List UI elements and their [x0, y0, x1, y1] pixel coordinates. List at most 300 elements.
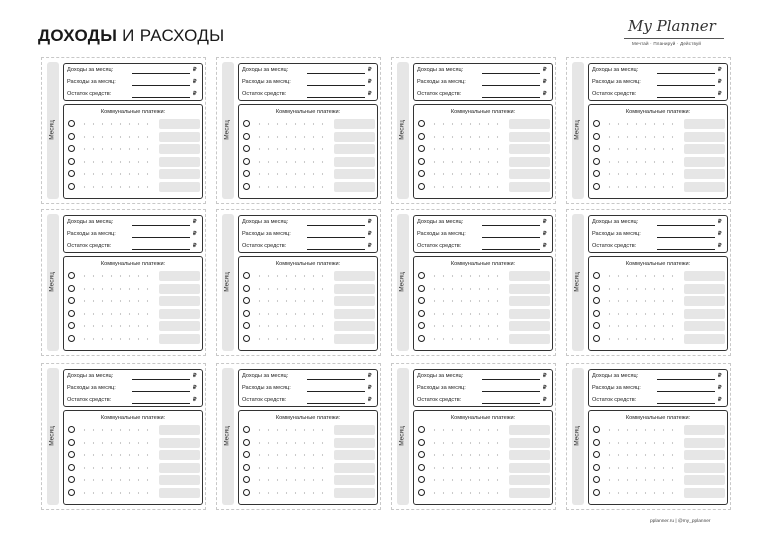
bill-checkbox[interactable] — [68, 451, 75, 458]
utility-bills-box — [63, 104, 203, 199]
bill-row — [593, 119, 725, 129]
income-label: Доходы за месяц: — [592, 67, 639, 73]
bill-amount-field[interactable] — [334, 132, 375, 142]
bill-amount-field[interactable] — [159, 271, 200, 281]
bill-checkbox[interactable] — [593, 285, 600, 292]
bill-checkbox[interactable] — [593, 297, 600, 304]
bill-amount-field[interactable] — [159, 119, 200, 129]
bill-amount-field[interactable] — [334, 475, 375, 485]
income-row — [417, 218, 551, 227]
bill-checkbox[interactable] — [68, 297, 75, 304]
bill-checkbox[interactable] — [593, 170, 600, 177]
currency-sign: ₽ — [543, 373, 547, 379]
bill-checkbox[interactable] — [68, 285, 75, 292]
bill-amount-field[interactable] — [334, 309, 375, 319]
bill-dotted-line — [80, 148, 155, 150]
bill-checkbox[interactable] — [243, 426, 250, 433]
bill-amount-field[interactable] — [684, 463, 725, 473]
month-label: Месяц — [573, 272, 581, 292]
bill-amount-field[interactable] — [334, 321, 375, 331]
bill-row — [593, 425, 725, 435]
currency-sign: ₽ — [193, 373, 197, 379]
bill-checkbox[interactable] — [593, 183, 600, 190]
summary-box — [238, 369, 378, 407]
summary-box — [238, 215, 378, 253]
bill-checkbox[interactable] — [68, 272, 75, 279]
bill-checkbox[interactable] — [418, 489, 425, 496]
income-input-line[interactable] — [482, 73, 540, 74]
bill-row — [593, 309, 725, 319]
bill-amount-field[interactable] — [334, 157, 375, 167]
bill-checkbox[interactable] — [418, 297, 425, 304]
bill-row — [418, 475, 550, 485]
bill-amount-field[interactable] — [334, 271, 375, 281]
bill-checkbox[interactable] — [68, 145, 75, 152]
expenses-label: Расходы за месяц: — [67, 385, 116, 391]
bill-checkbox[interactable] — [68, 489, 75, 496]
bill-row — [593, 334, 725, 344]
bill-checkbox[interactable] — [593, 489, 600, 496]
utility-bills-title: Коммунальные платежи: — [450, 261, 516, 267]
expenses-input-line[interactable] — [482, 237, 540, 238]
bill-checkbox[interactable] — [418, 120, 425, 127]
bill-amount-field[interactable] — [509, 157, 550, 167]
balance-label: Остаток средств: — [242, 91, 287, 97]
bill-amount-field[interactable] — [684, 271, 725, 281]
bill-checkbox[interactable] — [243, 310, 250, 317]
bill-checkbox[interactable] — [418, 464, 425, 471]
income-input-line[interactable] — [132, 225, 190, 226]
bill-checkbox[interactable] — [68, 476, 75, 483]
bill-row — [68, 438, 200, 448]
bill-amount-field[interactable] — [159, 157, 200, 167]
balance-input-line[interactable] — [132, 249, 190, 250]
bill-checkbox[interactable] — [593, 145, 600, 152]
summary-box — [588, 369, 728, 407]
bill-checkbox[interactable] — [243, 285, 250, 292]
bill-row — [243, 321, 375, 331]
bill-dotted-line — [430, 492, 505, 494]
bill-amount-field[interactable] — [684, 475, 725, 485]
bill-row — [418, 169, 550, 179]
bill-checkbox[interactable] — [68, 335, 75, 342]
income-input-line[interactable] — [307, 73, 365, 74]
bill-amount-field[interactable] — [334, 425, 375, 435]
bill-checkbox[interactable] — [593, 439, 600, 446]
income-label: Доходы за месяц: — [592, 219, 639, 225]
month-label: Месяц — [48, 120, 56, 140]
bill-dotted-line — [80, 186, 155, 188]
balance-input-line[interactable] — [657, 97, 715, 98]
currency-sign: ₽ — [718, 219, 722, 225]
bill-checkbox[interactable] — [418, 451, 425, 458]
bill-amount-field[interactable] — [684, 425, 725, 435]
bill-amount-field[interactable] — [334, 284, 375, 294]
bill-amount-field[interactable] — [159, 450, 200, 460]
bill-checkbox[interactable] — [243, 476, 250, 483]
bill-amount-field[interactable] — [509, 144, 550, 154]
bill-checkbox[interactable] — [418, 145, 425, 152]
balance-input-line[interactable] — [482, 403, 540, 404]
bill-amount-field[interactable] — [334, 488, 375, 498]
bill-checkbox[interactable] — [68, 464, 75, 471]
month-card — [216, 209, 381, 356]
bill-dotted-line — [430, 454, 505, 456]
bill-checkbox[interactable] — [593, 426, 600, 433]
balance-input-line[interactable] — [657, 403, 715, 404]
bill-amount-field[interactable] — [684, 296, 725, 306]
bill-amount-field[interactable] — [509, 463, 550, 473]
income-input-line[interactable] — [307, 225, 365, 226]
bill-checkbox[interactable] — [418, 322, 425, 329]
bill-checkbox[interactable] — [68, 158, 75, 165]
bill-amount-field[interactable] — [684, 488, 725, 498]
bill-amount-field[interactable] — [684, 284, 725, 294]
month-label: Месяц — [223, 426, 231, 446]
bill-checkbox[interactable] — [593, 133, 600, 140]
page-title-bold: ДОХОДЫ — [38, 26, 118, 45]
bill-dotted-line — [605, 325, 680, 327]
currency-sign: ₽ — [718, 385, 722, 391]
bill-amount-field[interactable] — [159, 475, 200, 485]
expenses-input-line[interactable] — [307, 237, 365, 238]
balance-input-line[interactable] — [132, 97, 190, 98]
bill-dotted-line — [430, 275, 505, 277]
month-label: Месяц — [398, 272, 406, 292]
utility-bills-title: Коммунальные платежи: — [100, 415, 166, 421]
bill-row — [243, 284, 375, 294]
bill-checkbox[interactable] — [593, 272, 600, 279]
bill-dotted-line — [255, 467, 330, 469]
expenses-input-line[interactable] — [132, 237, 190, 238]
bill-checkbox[interactable] — [243, 297, 250, 304]
bill-amount-field[interactable] — [509, 334, 550, 344]
expenses-input-line[interactable] — [307, 85, 365, 86]
footer-credits: pplanner.ru | @my_pplanner — [650, 519, 711, 524]
bill-dotted-line — [80, 338, 155, 340]
income-row — [67, 372, 201, 381]
currency-sign: ₽ — [368, 91, 372, 97]
bill-amount-field[interactable] — [509, 425, 550, 435]
bill-checkbox[interactable] — [68, 322, 75, 329]
bill-dotted-line — [430, 313, 505, 315]
balance-input-line[interactable] — [307, 249, 365, 250]
bill-checkbox[interactable] — [243, 272, 250, 279]
bill-amount-field[interactable] — [509, 271, 550, 281]
bill-checkbox[interactable] — [243, 322, 250, 329]
currency-sign: ₽ — [368, 397, 372, 403]
balance-input-line[interactable] — [307, 97, 365, 98]
bill-amount-field[interactable] — [334, 438, 375, 448]
bill-checkbox[interactable] — [243, 158, 250, 165]
expenses-label: Расходы за месяц: — [417, 79, 466, 85]
bill-dotted-line — [255, 275, 330, 277]
bill-row — [418, 182, 550, 192]
bill-checkbox[interactable] — [243, 489, 250, 496]
bill-checkbox[interactable] — [593, 464, 600, 471]
balance-input-line[interactable] — [482, 97, 540, 98]
bill-row — [243, 119, 375, 129]
bill-dotted-line — [255, 123, 330, 125]
utility-bills-title: Коммунальные платежи: — [625, 109, 691, 115]
bill-dotted-line — [430, 429, 505, 431]
income-input-line[interactable] — [482, 379, 540, 380]
bill-amount-field[interactable] — [159, 438, 200, 448]
income-input-line[interactable] — [307, 379, 365, 380]
bill-row — [593, 157, 725, 167]
bill-dotted-line — [605, 479, 680, 481]
bill-row — [243, 271, 375, 281]
bill-amount-field[interactable] — [334, 450, 375, 460]
expenses-row — [417, 384, 551, 393]
logo-tagline: Мечтай · Планируй · Действуй — [632, 41, 702, 46]
bill-amount-field[interactable] — [334, 334, 375, 344]
bill-checkbox[interactable] — [418, 183, 425, 190]
expenses-input-line[interactable] — [657, 85, 715, 86]
bill-amount-field[interactable] — [159, 169, 200, 179]
bill-amount-field[interactable] — [509, 438, 550, 448]
utility-bills-title: Коммунальные платежи: — [275, 109, 341, 115]
bill-amount-field[interactable] — [509, 488, 550, 498]
income-label: Доходы за месяц: — [67, 373, 114, 379]
bill-dotted-line — [605, 454, 680, 456]
bill-amount-field[interactable] — [159, 425, 200, 435]
bill-dotted-line — [255, 429, 330, 431]
bill-dotted-line — [80, 313, 155, 315]
bill-amount-field[interactable] — [684, 450, 725, 460]
income-row — [417, 66, 551, 75]
bill-checkbox[interactable] — [593, 451, 600, 458]
income-input-line[interactable] — [657, 73, 715, 74]
page-title-rest: И РАСХОДЫ — [122, 26, 225, 45]
bill-amount-field[interactable] — [509, 296, 550, 306]
bill-checkbox[interactable] — [418, 272, 425, 279]
balance-input-line[interactable] — [307, 403, 365, 404]
bill-amount-field[interactable] — [334, 296, 375, 306]
bill-row — [68, 144, 200, 154]
bill-amount-field[interactable] — [159, 488, 200, 498]
bill-checkbox[interactable] — [593, 322, 600, 329]
bill-checkbox[interactable] — [418, 426, 425, 433]
bill-checkbox[interactable] — [243, 464, 250, 471]
income-input-line[interactable] — [132, 73, 190, 74]
bill-checkbox[interactable] — [418, 476, 425, 483]
income-input-line[interactable] — [657, 379, 715, 380]
bill-amount-field[interactable] — [684, 182, 725, 192]
bill-checkbox[interactable] — [418, 170, 425, 177]
bill-amount-field[interactable] — [509, 132, 550, 142]
bill-amount-field[interactable] — [509, 309, 550, 319]
bill-checkbox[interactable] — [593, 120, 600, 127]
bill-amount-field[interactable] — [159, 144, 200, 154]
bill-dotted-line — [255, 479, 330, 481]
currency-sign: ₽ — [368, 67, 372, 73]
bill-checkbox[interactable] — [68, 120, 75, 127]
income-row — [417, 372, 551, 381]
income-input-line[interactable] — [482, 225, 540, 226]
bill-amount-field[interactable] — [509, 475, 550, 485]
bill-row — [68, 425, 200, 435]
balance-input-line[interactable] — [657, 249, 715, 250]
bill-checkbox[interactable] — [243, 451, 250, 458]
month-label: Месяц — [223, 272, 231, 292]
bill-dotted-line — [430, 136, 505, 138]
income-label: Доходы за месяц: — [67, 219, 114, 225]
utility-bills-title: Коммунальные платежи: — [625, 415, 691, 421]
bill-row — [243, 169, 375, 179]
bill-amount-field[interactable] — [159, 309, 200, 319]
bill-checkbox[interactable] — [68, 183, 75, 190]
bill-row — [593, 450, 725, 460]
bill-dotted-line — [430, 148, 505, 150]
utility-bills-box — [413, 256, 553, 351]
currency-sign: ₽ — [718, 231, 722, 237]
month-card — [566, 209, 731, 356]
bill-amount-field[interactable] — [509, 119, 550, 129]
income-input-line[interactable] — [132, 379, 190, 380]
bill-row — [243, 132, 375, 142]
bill-checkbox[interactable] — [243, 183, 250, 190]
bill-amount-field[interactable] — [684, 144, 725, 154]
bill-row — [68, 296, 200, 306]
balance-input-line[interactable] — [482, 249, 540, 250]
expenses-row — [417, 230, 551, 239]
bill-checkbox[interactable] — [68, 310, 75, 317]
balance-row — [242, 396, 376, 405]
bill-checkbox[interactable] — [68, 133, 75, 140]
month-label: Месяц — [573, 426, 581, 446]
bill-row — [418, 157, 550, 167]
expenses-input-line[interactable] — [657, 391, 715, 392]
bill-amount-field[interactable] — [684, 132, 725, 142]
bill-checkbox[interactable] — [593, 158, 600, 165]
bill-checkbox[interactable] — [243, 335, 250, 342]
bill-amount-field[interactable] — [159, 132, 200, 142]
expenses-row — [67, 384, 201, 393]
balance-input-line[interactable] — [132, 403, 190, 404]
utility-bills-box — [63, 410, 203, 505]
bill-amount-field[interactable] — [509, 182, 550, 192]
bill-row — [243, 182, 375, 192]
bill-checkbox[interactable] — [593, 476, 600, 483]
bill-amount-field[interactable] — [684, 321, 725, 331]
bill-amount-field[interactable] — [159, 182, 200, 192]
bill-checkbox[interactable] — [68, 170, 75, 177]
bill-checkbox[interactable] — [418, 158, 425, 165]
bill-amount-field[interactable] — [684, 334, 725, 344]
bill-amount-field[interactable] — [509, 450, 550, 460]
bill-dotted-line — [80, 136, 155, 138]
bill-row — [593, 321, 725, 331]
month-label: Месяц — [223, 120, 231, 140]
balance-label: Остаток средств: — [242, 243, 287, 249]
currency-sign: ₽ — [193, 79, 197, 85]
month-card — [41, 57, 206, 204]
bill-checkbox[interactable] — [418, 310, 425, 317]
bill-checkbox[interactable] — [68, 426, 75, 433]
bill-amount-field[interactable] — [684, 309, 725, 319]
bill-row — [418, 450, 550, 460]
bill-row — [68, 321, 200, 331]
month-card — [216, 363, 381, 510]
bill-dotted-line — [605, 338, 680, 340]
bill-dotted-line — [255, 492, 330, 494]
bill-dotted-line — [605, 492, 680, 494]
bill-amount-field[interactable] — [159, 321, 200, 331]
expenses-input-line[interactable] — [307, 391, 365, 392]
bill-checkbox[interactable] — [243, 170, 250, 177]
bill-row — [68, 463, 200, 473]
balance-label: Остаток средств: — [417, 397, 462, 403]
bill-dotted-line — [80, 161, 155, 163]
bill-amount-field[interactable] — [334, 144, 375, 154]
bill-amount-field[interactable] — [334, 182, 375, 192]
bill-checkbox[interactable] — [418, 133, 425, 140]
bill-amount-field[interactable] — [334, 119, 375, 129]
bill-dotted-line — [80, 173, 155, 175]
bill-checkbox[interactable] — [418, 335, 425, 342]
expenses-row — [242, 78, 376, 87]
bill-amount-field[interactable] — [684, 438, 725, 448]
bill-checkbox[interactable] — [593, 310, 600, 317]
bill-checkbox[interactable] — [418, 439, 425, 446]
bill-row — [243, 488, 375, 498]
bill-checkbox[interactable] — [243, 145, 250, 152]
bill-row — [68, 309, 200, 319]
bill-amount-field[interactable] — [159, 334, 200, 344]
bill-row — [243, 309, 375, 319]
bill-row — [243, 450, 375, 460]
expenses-input-line[interactable] — [132, 85, 190, 86]
bill-checkbox[interactable] — [243, 133, 250, 140]
bill-checkbox[interactable] — [418, 285, 425, 292]
summary-box — [63, 215, 203, 253]
utility-bills-title: Коммунальные платежи: — [100, 109, 166, 115]
bill-amount-field[interactable] — [509, 321, 550, 331]
income-input-line[interactable] — [657, 225, 715, 226]
bill-amount-field[interactable] — [334, 463, 375, 473]
bill-dotted-line — [605, 173, 680, 175]
bill-amount-field[interactable] — [509, 284, 550, 294]
bill-amount-field[interactable] — [159, 284, 200, 294]
expenses-input-line[interactable] — [132, 391, 190, 392]
bill-row — [68, 475, 200, 485]
currency-sign: ₽ — [718, 373, 722, 379]
expenses-input-line[interactable] — [657, 237, 715, 238]
bill-dotted-line — [430, 338, 505, 340]
bill-amount-field[interactable] — [159, 296, 200, 306]
expenses-input-line[interactable] — [482, 85, 540, 86]
utility-bills-box — [413, 410, 553, 505]
bill-amount-field[interactable] — [684, 119, 725, 129]
bill-amount-field[interactable] — [509, 169, 550, 179]
month-card — [41, 209, 206, 356]
bill-amount-field[interactable] — [159, 463, 200, 473]
bill-checkbox[interactable] — [593, 335, 600, 342]
bill-checkbox[interactable] — [68, 439, 75, 446]
bill-amount-field[interactable] — [334, 169, 375, 179]
bill-amount-field[interactable] — [684, 169, 725, 179]
bill-row — [68, 488, 200, 498]
expenses-label: Расходы за месяц: — [592, 231, 641, 237]
bill-row — [68, 132, 200, 142]
expenses-label: Расходы за месяц: — [592, 79, 641, 85]
bill-checkbox[interactable] — [243, 439, 250, 446]
expenses-input-line[interactable] — [482, 391, 540, 392]
bill-checkbox[interactable] — [243, 120, 250, 127]
utility-bills-title: Коммунальные платежи: — [275, 261, 341, 267]
bill-amount-field[interactable] — [684, 157, 725, 167]
